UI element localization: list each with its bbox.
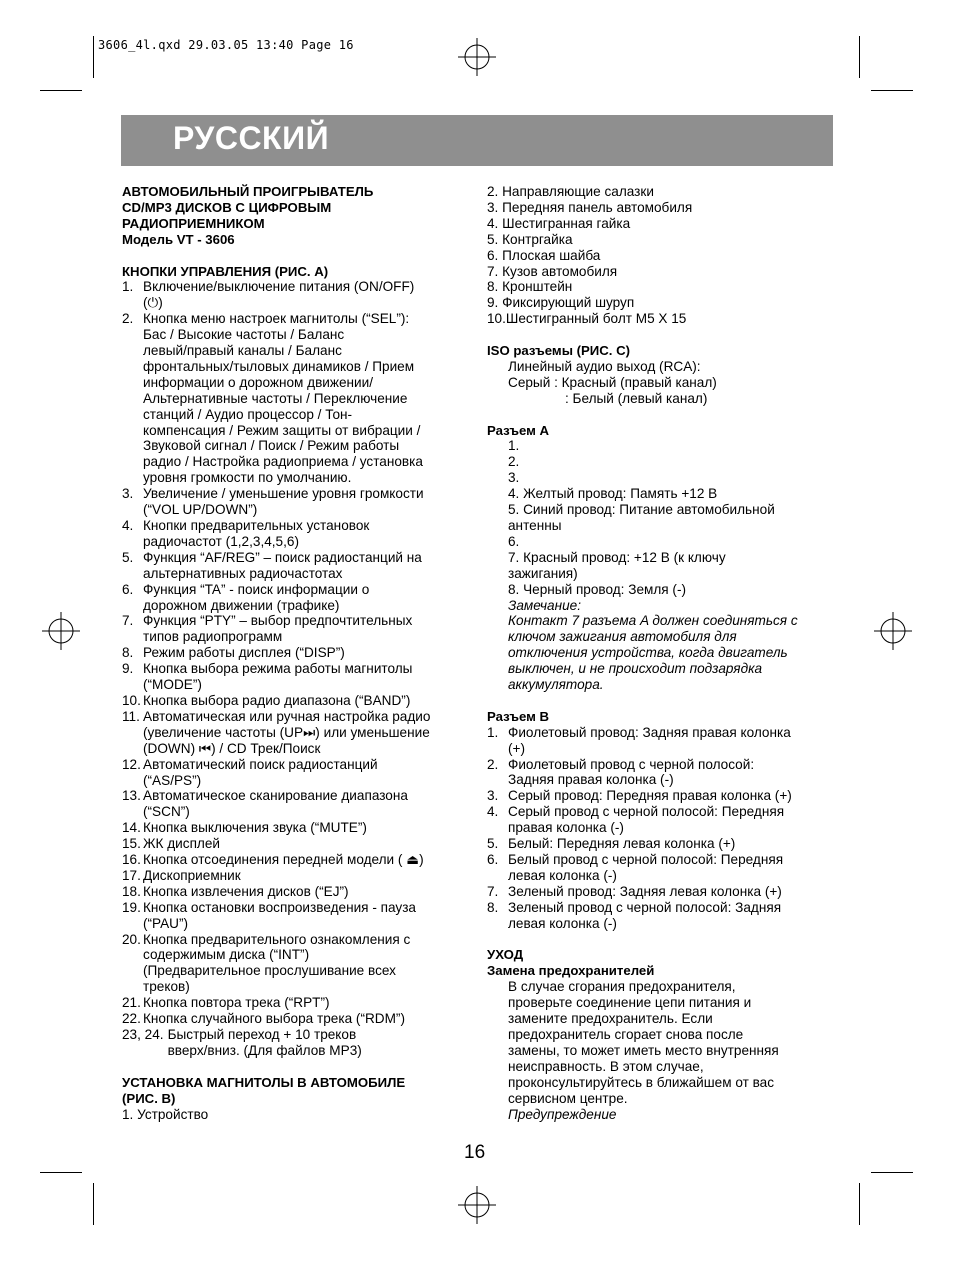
connector-b-item [487,884,832,900]
control-item-number: 9. [122,661,134,677]
control-item-line: Включение/выключение питания (ON/OFF) [143,279,415,295]
connector-b-item-number: 6. [487,852,499,868]
registration-mark-icon [458,38,496,76]
control-item-text [143,709,472,757]
install-item: 10.Шестигранный болт M5 X 15 [487,311,687,327]
connector-a-item: 4. Желтый провод: Память +12 В [508,486,718,502]
connector-b-item-line: Зеленый провод с черной полосой: Задняя [508,899,782,915]
crop-mark [93,1183,94,1225]
fuse-line: сервисном центре. [508,1090,628,1106]
crop-mark [859,1183,860,1225]
control-item-text [143,518,472,550]
control-item-line: дорожном движении (трафике) [143,597,340,613]
registration-mark-icon [42,612,80,650]
connector-b-heading: Разъем B [487,708,550,724]
control-item-number: 5. [122,549,134,565]
control-item-number: 16. [122,852,141,868]
control-item-line: (Предварительное прослушивание всех [143,963,396,979]
connector-b-list [487,725,832,932]
control-item-line: (“SCN”) [143,804,190,820]
control-item-line: (увеличение частоты (UP⏭) или уменьшение [143,724,430,740]
connector-b-item-number: 1. [487,724,499,740]
fuse-line: предохранитель сгорает снова после [508,1026,744,1042]
control-item-number: 19. [122,899,141,915]
control-item [122,820,472,836]
connector-b-item-line: Фиолетовый провод: Задняя правая колонка [508,724,791,740]
connector-b-item-line: Серый провод: Передняя правая колонка (+) [508,788,792,804]
control-item [122,884,472,900]
control-item-number: 1. [122,279,134,295]
control-item-line: радио / Настройка радиоприема / установка [143,454,423,470]
control-item-line: (DOWN) ⏮) / CD Трек/Поиск [143,740,321,756]
language-banner [121,115,833,166]
control-item [122,279,472,311]
control-item-line: Кнопка выбора режима работы магнитолы [143,661,413,677]
control-item-line: Функция “PTY” – выбор предпочтительных [143,613,413,629]
control-item-line: радиочастот (1,2,3,4,5,6) [143,533,299,549]
connector-b-item [487,788,832,804]
connector-b-item-text [508,757,832,789]
controls-list [122,279,472,1058]
connector-b-item-line: левая колонка (-) [508,867,617,883]
control-item-line: Быстрый переход + 10 треков [167,1027,357,1043]
control-item-line: Автоматическая или ручная настройка радио [143,708,431,724]
control-item-line: ЖК дисплей [143,836,221,852]
control-item-text [143,279,472,311]
control-item-text [143,788,472,820]
control-item-number: 3. [122,486,134,502]
control-item [122,932,472,996]
control-item-number: 17. [122,867,141,883]
connector-b-item-text [508,725,832,757]
iso-line: : Белый (левый канал) [565,390,708,406]
control-item-line: Кнопка случайного выбора трека (“RDM”) [143,1011,405,1027]
connector-b-item-number: 4. [487,804,499,820]
connector-b-item [487,900,832,932]
control-item-text [143,995,472,1011]
connector-b-item-line: (+) [508,740,525,756]
crop-mark [40,1172,82,1173]
control-item [122,550,472,582]
connector-a-item: 1. [508,438,520,454]
control-item-number: 10. [122,692,141,708]
control-item [122,836,472,852]
control-item-line: Режим работы дисплея (“DISP”) [143,645,345,661]
control-item-text [143,693,472,709]
connector-b-item-text [508,788,832,804]
print-slug: 3606_4l.qxd 29.03.05 13:40 Page 16 [98,38,354,52]
control-item [122,661,472,693]
controls-heading: КНОПКИ УПРАВЛЕНИЯ (РИС. А) [122,263,329,279]
left-column [122,184,472,1122]
connector-b-item-number: 3. [487,788,499,804]
crop-mark [93,36,94,78]
fuse-line: неисправность. В этом случае, [508,1058,704,1074]
product-title: АВТОМОБИЛЬНЫЙ ПРОИГРЫВАТЕЛЬ CD/MP3 ДИСКОВ С ЦИФРОВЫМ РАДИОПРИЕМНИКОМ Модель VT - 3606 [122,184,374,247]
control-item [122,1027,472,1059]
control-item-number: 21. [122,995,141,1011]
fuse-line: замены, то может иметь место внутренняя [508,1042,779,1058]
connector-b-item-line: Белый провод с черной полосой: Передняя [508,852,784,868]
control-item-line: Автоматический поиск радиостанций [143,756,378,772]
control-item-line: Бас / Высокие частоты / Баланс [143,327,345,343]
control-item [122,518,472,550]
control-item [122,995,472,1011]
control-item-line: станций / Аудио процессор / Тон- [143,406,353,422]
control-item [122,868,472,884]
control-item-number: 6. [122,581,134,597]
connector-a-item: 6. [508,533,520,549]
connector-a-item: антенны [508,518,562,533]
connector-a-item: 3. [508,470,520,486]
control-item-text [168,1027,472,1059]
connector-a-list [487,438,832,597]
connector-b-item-line: Белый: Передняя левая колонка (+) [508,836,736,852]
connector-b-item-text [508,836,832,852]
control-item-line: Кнопка выключения звука (“MUTE”) [143,820,367,836]
control-item-line: (⏻) [143,295,163,311]
control-item-line: уровня громкости по умолчанию. [143,470,352,486]
control-item-line: Кнопка выбора радио диапазона (“BAND”) [143,692,411,708]
control-item-number: 18. [122,883,141,899]
control-item-text [143,645,472,661]
control-item-text [143,550,472,582]
crop-mark [859,36,860,78]
control-item-number: 8. [122,645,134,661]
control-item-text [143,757,472,789]
language-title: РУССКИЙ [173,120,330,156]
note-label: Замечание: [508,597,581,613]
connector-a-heading: Разъем A [487,422,550,438]
control-item-line: Кнопки предварительных установок [143,518,370,534]
control-item [122,852,472,868]
crop-mark [40,90,82,91]
control-item-text [143,820,472,836]
install-item: 2. Направляющие салазки [487,184,654,199]
control-item-number: 7. [122,613,134,629]
control-item-text [143,311,472,486]
install-heading: УСТАНОВКА МАГНИТОЛЫ В АВТОМОБИЛЕ (РИС. B) [122,1074,406,1106]
control-item-line: вверх/вниз. (Для файлов MP3) [167,1042,362,1058]
control-item-line: типов радиопрограмм [143,629,283,645]
control-item-number: 4. [122,518,134,534]
iso-heading: ISO разъемы (РИС. C) [487,343,631,359]
fuse-line: замените предохранитель. Если [508,1011,713,1027]
crop-mark [871,90,913,91]
control-item-text [143,932,472,996]
connector-b-item-text [508,900,832,932]
control-item-line: Функция “AF/REG” – поиск радиостанций на [143,549,422,565]
fuse-line: В случае сгорания предохранителя, [508,979,736,995]
control-item-text [143,582,472,614]
control-item [122,757,472,789]
fuse-heading: Замена предохранителей [487,963,655,979]
control-item-number: 13. [122,788,141,804]
control-item-text [143,900,472,932]
connector-b-item [487,757,832,789]
registration-mark-icon [458,1186,496,1224]
control-item-text [143,486,472,518]
control-item-line: Альтернативные частоты / Переключение [143,390,408,406]
control-item-text [143,868,472,884]
install-list [487,184,832,327]
control-item-text [143,661,472,693]
install-item: 3. Передняя панель автомобиля [487,199,693,215]
control-item-line: компенсация / Режим защиты от вибрации / [143,422,421,438]
control-item-line: Увеличение / уменьшение уровня громкости [143,486,424,502]
right-column [487,184,832,1122]
connector-a-item: 8. Черный провод: Земля (-) [508,581,687,597]
control-item [122,645,472,661]
control-item-line: (“AS/PS”) [143,772,202,788]
install-item: 7. Кузов автомобиля [487,263,618,279]
connector-b-item-line: Задняя правая колонка (-) [508,772,674,788]
control-item [122,709,472,757]
control-item-text [143,852,472,868]
control-item-text [143,884,472,900]
connector-b-item-line: Серый провод с черной полосой: Передняя [508,804,785,820]
connector-b-item-number: 5. [487,836,499,852]
warning-label: Предупреждение [508,1106,617,1122]
control-item-line: альтернативных радиочастотах [143,565,343,581]
fuse-text [487,979,832,1106]
connector-a-item: 2. [508,454,520,470]
control-item-line: левый/правый каналы / Баланс [143,343,342,359]
iso-line: Линейный аудио выход (RCA): [508,358,701,374]
install-item: 5. Контргайка [487,231,573,247]
control-item-number: 20. [122,931,141,947]
connector-b-item-number: 2. [487,756,499,772]
install-item: 4. Шестигранная гайка [487,215,631,231]
control-item [122,613,472,645]
control-item-number: 22. [122,1011,141,1027]
control-item-line: Кнопка извлечения дисков (“EJ”) [143,883,349,899]
note-line: выключен, и не происходит подзарядка [508,661,763,677]
iso-line: Серый : Красный (правый канал) [508,374,717,390]
note-line: аккумулятора. [508,677,604,693]
control-item-number: 12. [122,756,141,772]
control-item-line: (“MODE”) [143,677,202,693]
note-line: ключом зажигания автомобиля для [508,629,737,645]
control-item-number: 11. [122,708,140,724]
connector-a-item: зажигания) [508,565,578,581]
connector-b-item-number: 7. [487,883,499,899]
care-heading: УХОД [487,947,524,963]
connector-b-item-text [508,884,832,900]
control-item-line: (“VOL UP/DOWN”) [143,502,258,518]
control-item-line: Кнопка предварительного ознакомления с [143,931,411,947]
control-item [122,486,472,518]
install-item: 1. Устройство [122,1106,209,1122]
control-item-number: 2. [122,311,134,327]
control-item-number: 14. [122,820,141,836]
control-item-line: Автоматическое сканирование диапазона [143,788,408,804]
control-item-text [143,613,472,645]
page-number: 16 [464,1142,486,1163]
control-item-line: Функция “TA” - поиск информации о [143,581,370,597]
connector-a-item: 5. Синий провод: Питание автомобильной [508,502,775,518]
connector-a-item: 7. Красный провод: +12 В (к ключу [508,549,726,565]
control-item-line: треков) [143,979,190,995]
install-item: 8. Кронштейн [487,279,573,295]
connector-b-item-line: правая колонка (-) [508,820,624,836]
control-item-text [143,1011,472,1027]
crop-mark [871,1172,913,1173]
connector-b-item-line: левая колонка (-) [508,915,617,931]
control-item-line: информации о дорожном движении/ [143,374,374,390]
connector-b-item-text [508,852,832,884]
connector-b-item-text [508,804,832,836]
connector-b-item [487,804,832,836]
control-item-number: 23, 24. [122,1027,164,1043]
connector-b-item [487,725,832,757]
control-item [122,693,472,709]
control-item-number: 15. [122,836,141,852]
registration-mark-icon [874,612,912,650]
control-item-line: Дископриемник [143,867,241,883]
control-item-line: Звуковой сигнал / Поиск / Режим работы [143,438,400,454]
install-item: 9. Фиксирующий шуруп [487,295,635,311]
note-line: Контакт 7 разъема A должен соединяться с [508,613,798,629]
control-item-text [143,836,472,852]
connector-b-item [487,836,832,852]
note-text [487,613,832,693]
connector-b-item [487,852,832,884]
control-item-line: фронтальных/тыловых динамиков / Прием [143,358,415,374]
fuse-line: проверьте соединение цепи питания и [508,995,752,1011]
control-item [122,311,472,486]
fuse-line: проконсультируйтесь в ближайшем от вас [508,1074,775,1090]
control-item [122,1011,472,1027]
connector-b-item-line: Зеленый провод: Задняя левая колонка (+) [508,883,782,899]
connector-b-item-line: Фиолетовый провод с черной полосой: [508,756,755,772]
control-item [122,788,472,820]
control-item-line: Кнопка остановки воспроизведения - пауза [143,899,416,915]
control-item-line: Кнопка повтора трека (“RPT”) [143,995,330,1011]
control-item [122,582,472,614]
connector-b-item-number: 8. [487,899,499,915]
control-item-line: содержимым диска (“INT”) [143,947,310,963]
note-line: отключения устройства, когда двигатель [508,645,788,661]
control-item-line: (“PAU”) [143,915,189,931]
install-item: 6. Плоская шайба [487,247,601,263]
control-item-line: Кнопка меню настроек магнитолы (“SEL”): [143,311,410,327]
control-item-line: Кнопка отсоединения передней модели ( ⏏) [143,852,424,868]
control-item [122,900,472,932]
